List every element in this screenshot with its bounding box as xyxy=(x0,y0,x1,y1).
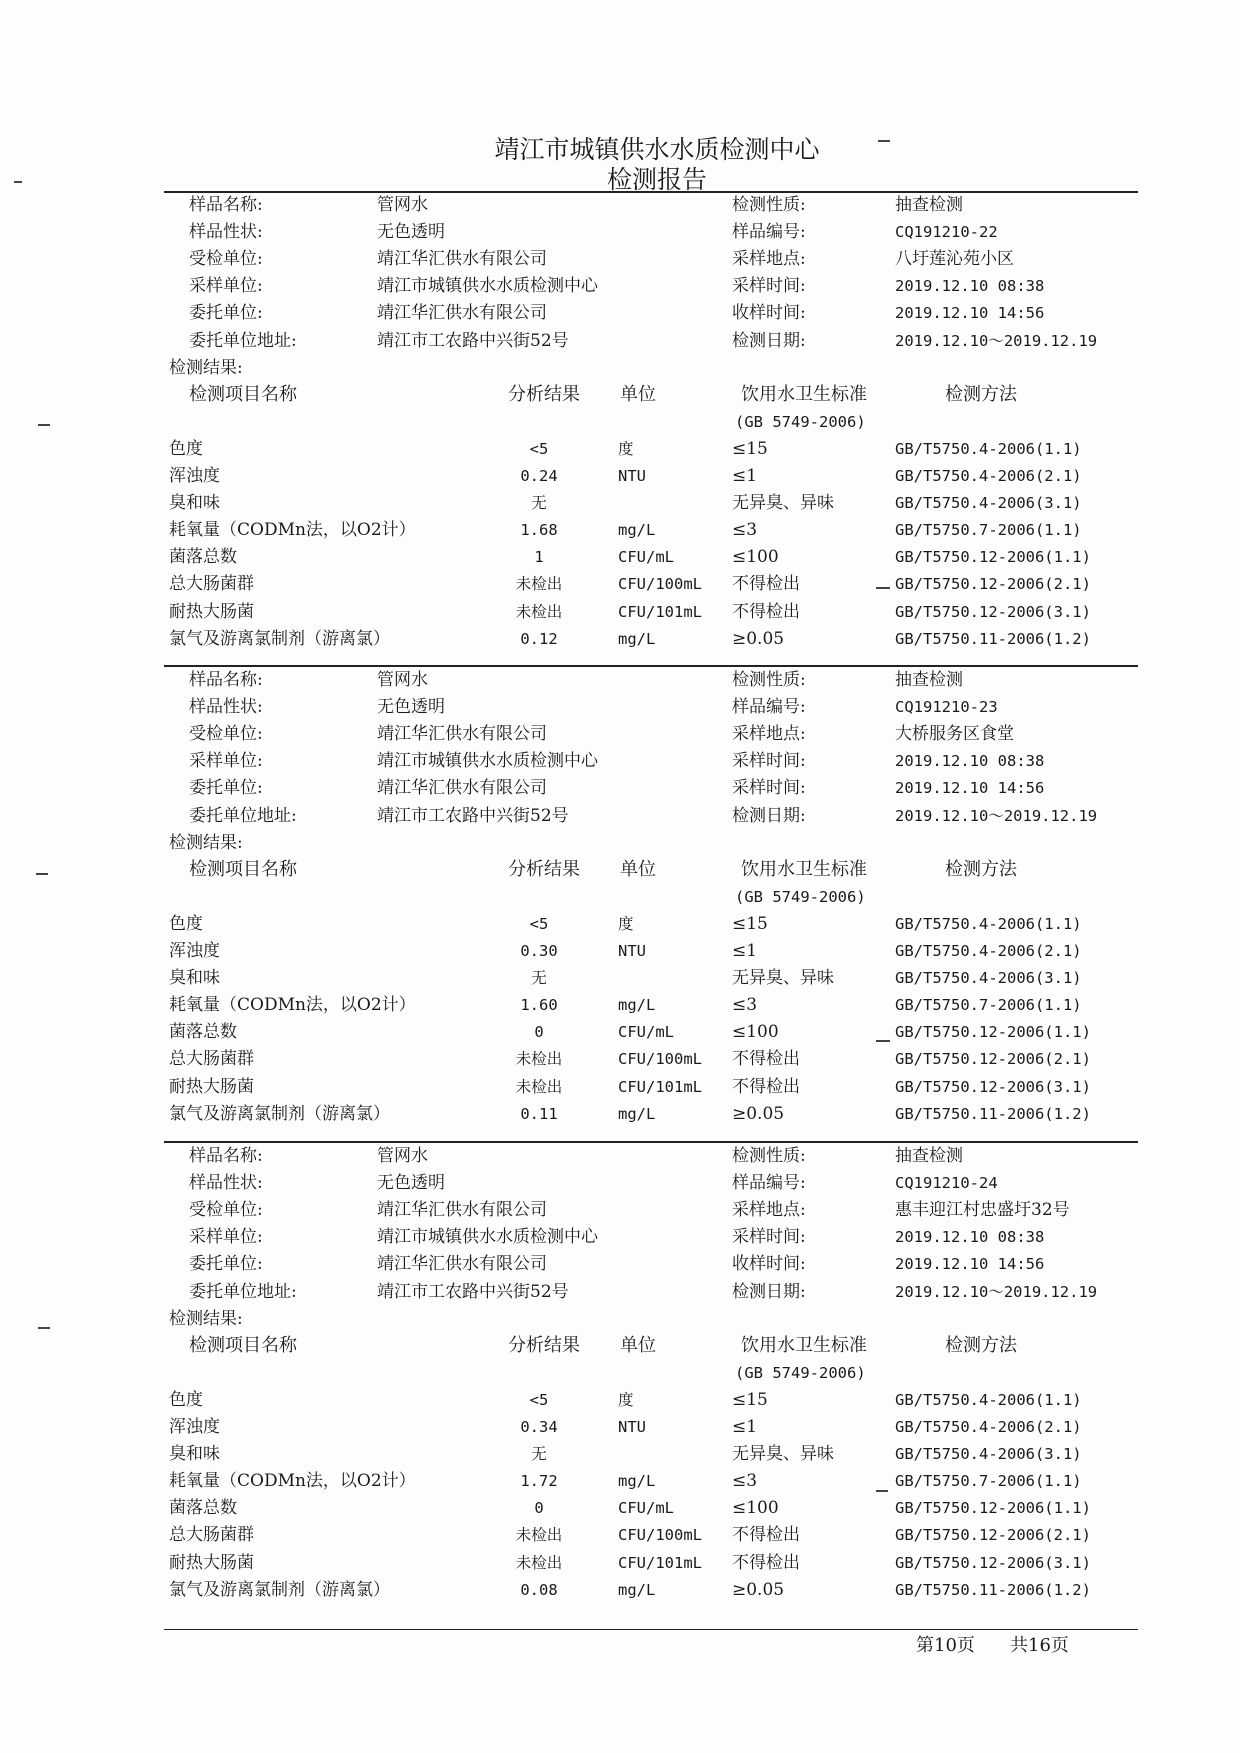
sample-no-value: CQ191210-24 xyxy=(895,1174,998,1193)
result-value: <5 xyxy=(529,914,549,933)
sample-state-value: 无色透明 xyxy=(377,697,445,718)
sample-state-label: 样品性状: xyxy=(189,222,263,243)
col-header-item: 检测项目名称 xyxy=(189,1334,297,1356)
sampling-location-label: 采样地点: xyxy=(732,249,806,270)
result-method: GB/T5750.4-2006(1.1) xyxy=(895,439,1082,458)
scan-speck xyxy=(878,140,890,142)
result-value: <5 xyxy=(529,439,549,458)
sample-name-label: 样品名称: xyxy=(189,670,263,690)
result-method: GB/T5750.12-2006(3.1) xyxy=(895,1077,1091,1096)
result-standard: ≤100 xyxy=(732,1498,779,1519)
result-unit: CFU/101mL xyxy=(618,1077,702,1096)
report-title: 检测报告 xyxy=(606,165,707,194)
result-value: 0.30 xyxy=(520,942,558,960)
result-method: GB/T5750.11-2006(1.2) xyxy=(895,1104,1091,1123)
result-unit: CFU/100mL xyxy=(618,1050,702,1069)
entrusting-address-value: 靖江市工农路中兴街52号 xyxy=(377,330,569,351)
result-standard: 不得检出 xyxy=(732,601,800,622)
result-method: GB/T5750.4-2006(1.1) xyxy=(895,914,1082,933)
result-value: 1 xyxy=(534,548,544,567)
results-heading: 检测结果: xyxy=(169,832,243,853)
receiving-time-label: 收样时间: xyxy=(732,1254,806,1275)
sampling-unit-value: 靖江市城镇供水水质检测中心 xyxy=(377,1227,598,1248)
scan-speck xyxy=(876,1490,888,1492)
sampling-location-value: 八圩莲沁苑小区 xyxy=(895,249,1014,270)
test-date-value: 2019.12.10～2019.12.19 xyxy=(895,806,1098,825)
entrusting-address-label: 委托单位地址: xyxy=(189,330,297,351)
col-header-result: 分析结果 xyxy=(508,383,580,405)
col-header-standard-ref: (GB 5749-2006) xyxy=(735,1363,866,1382)
col-header-standard: 饮用水卫生标准 xyxy=(741,858,867,880)
result-item: 氯气及游离氯制剂（游离氯） xyxy=(169,1579,390,1600)
result-standard: ≥0.05 xyxy=(732,1579,785,1600)
inspected-unit-value: 靖江华汇供水有限公司 xyxy=(377,249,547,270)
result-standard: 不得检出 xyxy=(732,1525,800,1546)
result-item: 色度 xyxy=(169,1389,203,1410)
test-nature-value: 抽查检测 xyxy=(895,195,963,215)
scan-speck xyxy=(36,873,48,875)
sampling-time-value: 2019.12.10 08:38 xyxy=(895,752,1045,771)
entrusting-unit-value: 靖江华汇供水有限公司 xyxy=(377,778,547,799)
result-item: 色度 xyxy=(169,913,203,934)
result-standard: 无异臭、异味 xyxy=(732,968,834,989)
col-header-item: 检测项目名称 xyxy=(189,858,297,880)
test-date-label: 检测日期: xyxy=(732,330,806,351)
entrusting-unit-value: 靖江华汇供水有限公司 xyxy=(377,303,547,324)
test-nature-label: 检测性质: xyxy=(732,195,806,215)
sampling-unit-label: 采样单位: xyxy=(189,1227,263,1248)
result-item: 菌落总数 xyxy=(169,1022,237,1043)
result-standard: ≤1 xyxy=(732,466,758,486)
result-item: 总大肠菌群 xyxy=(169,1525,254,1546)
sample-state-label: 样品性状: xyxy=(189,697,263,718)
result-method: GB/T5750.12-2006(2.1) xyxy=(895,1050,1091,1069)
result-unit: CFU/101mL xyxy=(618,1553,702,1572)
results-heading: 检测结果: xyxy=(169,357,243,378)
sample-name-label: 样品名称: xyxy=(189,195,263,215)
result-value: 未检出 xyxy=(515,602,563,621)
result-method: GB/T5750.7-2006(1.1) xyxy=(895,1472,1082,1491)
result-standard: ≤15 xyxy=(732,913,768,934)
result-value: 未检出 xyxy=(515,1526,563,1545)
entrusting-address-label: 委托单位地址: xyxy=(189,1281,297,1302)
result-standard: 无异臭、异味 xyxy=(732,1444,834,1465)
result-unit: mg/L xyxy=(618,1104,656,1123)
result-value: 0 xyxy=(534,1023,544,1042)
result-value: 0.34 xyxy=(520,1418,558,1436)
scan-speck xyxy=(38,424,50,426)
result-unit: mg/L xyxy=(618,996,656,1015)
sampling-location-label: 采样地点: xyxy=(732,724,806,745)
col-header-method: 检测方法 xyxy=(945,1334,1017,1356)
entrusting-unit-label: 委托单位: xyxy=(189,1254,263,1275)
result-value: 未检出 xyxy=(515,1077,563,1096)
scan-speck xyxy=(14,181,22,183)
page-number: 第10页 xyxy=(916,1635,975,1656)
col-header-method: 检测方法 xyxy=(945,383,1017,405)
test-date-label: 检测日期: xyxy=(732,805,806,826)
result-method: GB/T5750.12-2006(1.1) xyxy=(895,1023,1091,1042)
sampling-unit-value: 靖江市城镇供水水质检测中心 xyxy=(377,751,598,772)
sample-no-label: 样品编号: xyxy=(732,1173,806,1194)
sample-no-value: CQ191210-22 xyxy=(895,223,998,242)
test-nature-value: 抽查检测 xyxy=(895,670,963,690)
result-method: GB/T5750.11-2006(1.2) xyxy=(895,629,1091,648)
result-standard: 无异臭、异味 xyxy=(732,493,834,514)
test-nature-label: 检测性质: xyxy=(732,1146,806,1166)
sampling-time-label: 采样时间: xyxy=(732,276,806,297)
col-header-result: 分析结果 xyxy=(508,858,580,880)
result-value: 1.72 xyxy=(520,1472,558,1491)
result-item: 臭和味 xyxy=(169,493,220,514)
sample-no-label: 样品编号: xyxy=(732,697,806,718)
result-item: 氯气及游离氯制剂（游离氯） xyxy=(169,1103,390,1124)
sample-name-value: 管网水 xyxy=(377,1146,428,1166)
receiving-time-value: 2019.12.10 14:56 xyxy=(895,1255,1045,1274)
inspected-unit-label: 受检单位: xyxy=(189,724,263,745)
result-item: 臭和味 xyxy=(169,1444,220,1465)
result-unit: CFU/mL xyxy=(618,548,674,567)
result-item: 菌落总数 xyxy=(169,1498,237,1519)
col-header-standard-ref: (GB 5749-2006) xyxy=(735,887,866,906)
result-method: GB/T5750.7-2006(1.1) xyxy=(895,521,1082,540)
result-standard: ≥0.05 xyxy=(732,1103,785,1124)
result-value: <5 xyxy=(529,1390,549,1409)
result-item: 氯气及游离氯制剂（游离氯） xyxy=(169,628,390,649)
result-value: 0.11 xyxy=(520,1104,558,1123)
col-header-result: 分析结果 xyxy=(508,1334,580,1356)
result-item: 色度 xyxy=(169,438,203,459)
result-item: 臭和味 xyxy=(169,968,220,989)
result-item: 浑浊度 xyxy=(169,1417,220,1437)
result-value: 无 xyxy=(531,494,547,513)
col-header-method: 检测方法 xyxy=(945,858,1017,880)
result-method: GB/T5750.4-2006(3.1) xyxy=(895,494,1082,513)
result-standard: 不得检出 xyxy=(732,1076,800,1097)
result-unit: CFU/mL xyxy=(618,1023,674,1042)
result-value: 0.12 xyxy=(520,629,558,648)
sampling-time-value: 2019.12.10 08:38 xyxy=(895,1228,1045,1247)
block-separator-rule xyxy=(164,1141,1138,1143)
result-standard: ≤1 xyxy=(732,1417,758,1437)
receiving-time-value: 2019.12.10 14:56 xyxy=(895,779,1045,798)
result-item: 耗氧量（CODMn法，以O2计） xyxy=(169,520,416,541)
sampling-unit-value: 靖江市城镇供水水质检测中心 xyxy=(377,276,598,297)
result-standard: 不得检出 xyxy=(732,574,800,595)
col-header-standard: 饮用水卫生标准 xyxy=(741,383,867,405)
result-standard: 不得检出 xyxy=(732,1552,800,1573)
test-nature-value: 抽查检测 xyxy=(895,1146,963,1166)
results-heading: 检测结果: xyxy=(169,1308,243,1329)
result-unit: NTU xyxy=(618,1418,646,1436)
result-item: 耐热大肠菌 xyxy=(169,601,254,622)
result-unit: mg/L xyxy=(618,629,656,648)
sample-name-value: 管网水 xyxy=(377,670,428,690)
result-unit: CFU/100mL xyxy=(618,1526,702,1545)
sampling-unit-label: 采样单位: xyxy=(189,751,263,772)
result-method: GB/T5750.12-2006(3.1) xyxy=(895,1553,1091,1572)
result-value: 1.68 xyxy=(520,521,558,540)
scan-speck xyxy=(876,587,890,589)
result-standard: ≤100 xyxy=(732,1022,779,1043)
result-unit: mg/L xyxy=(618,1472,656,1491)
organization-title: 靖江市城镇供水水质检测中心 xyxy=(494,135,820,164)
result-item: 菌落总数 xyxy=(169,547,237,568)
scan-speck xyxy=(38,1327,50,1329)
receiving-time-label: 收样时间: xyxy=(732,303,806,324)
bottom-rule xyxy=(164,1629,1138,1630)
result-item: 耐热大肠菌 xyxy=(169,1552,254,1573)
inspected-unit-value: 靖江华汇供水有限公司 xyxy=(377,724,547,745)
col-header-standard-ref: (GB 5749-2006) xyxy=(735,412,866,431)
result-value: 1.60 xyxy=(520,996,558,1015)
sample-state-label: 样品性状: xyxy=(189,1173,263,1194)
result-value: 0.24 xyxy=(520,467,558,485)
page-total: 共16页 xyxy=(1010,1635,1069,1656)
inspected-unit-value: 靖江华汇供水有限公司 xyxy=(377,1200,547,1221)
inspected-unit-label: 受检单位: xyxy=(189,249,263,270)
result-value: 未检出 xyxy=(515,1553,563,1572)
entrusting-address-label: 委托单位地址: xyxy=(189,805,297,826)
result-value: 未检出 xyxy=(515,575,563,594)
result-standard: ≤3 xyxy=(732,1471,758,1492)
result-item: 总大肠菌群 xyxy=(169,1049,254,1070)
sampling-location-value: 大桥服务区食堂 xyxy=(895,724,1014,745)
sample-state-value: 无色透明 xyxy=(377,222,445,243)
sampling-unit-label: 采样单位: xyxy=(189,276,263,297)
sampling-location-value: 惠丰迎江村忠盛圩32号 xyxy=(895,1200,1070,1221)
result-method: GB/T5750.12-2006(2.1) xyxy=(895,1526,1091,1545)
result-item: 浑浊度 xyxy=(169,941,220,961)
sampling-time-label: 采样时间: xyxy=(732,751,806,772)
test-date-value: 2019.12.10～2019.12.19 xyxy=(895,1282,1098,1301)
result-standard: ≤15 xyxy=(732,1389,768,1410)
result-method: GB/T5750.4-2006(3.1) xyxy=(895,1445,1082,1464)
sampling-time-value: 2019.12.10 08:38 xyxy=(895,277,1045,296)
entrusting-address-value: 靖江市工农路中兴街52号 xyxy=(377,1281,569,1302)
scan-speck xyxy=(876,1040,890,1042)
result-unit: mg/L xyxy=(618,521,656,540)
test-nature-label: 检测性质: xyxy=(732,670,806,690)
sample-no-value: CQ191210-23 xyxy=(895,698,998,717)
result-method: GB/T5750.12-2006(1.1) xyxy=(895,548,1091,567)
result-method: GB/T5750.4-2006(3.1) xyxy=(895,969,1082,988)
sampling-location-label: 采样地点: xyxy=(732,1200,806,1221)
col-header-unit: 单位 xyxy=(620,858,656,880)
entrusting-unit-label: 委托单位: xyxy=(189,778,263,799)
result-unit: 度 xyxy=(618,439,634,458)
result-method: GB/T5750.4-2006(2.1) xyxy=(895,942,1082,960)
result-unit: NTU xyxy=(618,467,646,485)
result-standard: ≥0.05 xyxy=(732,628,785,649)
result-method: GB/T5750.4-2006(2.1) xyxy=(895,467,1082,485)
inspected-unit-label: 受检单位: xyxy=(189,1200,263,1221)
result-standard: ≤3 xyxy=(732,995,758,1016)
result-standard: ≤1 xyxy=(732,941,758,961)
result-unit: 度 xyxy=(618,1390,634,1409)
result-item: 耗氧量（CODMn法，以O2计） xyxy=(169,1471,416,1492)
result-method: GB/T5750.11-2006(1.2) xyxy=(895,1580,1091,1599)
block-separator-rule xyxy=(164,665,1138,667)
result-standard: ≤100 xyxy=(732,547,779,568)
result-method: GB/T5750.7-2006(1.1) xyxy=(895,996,1082,1015)
col-header-item: 检测项目名称 xyxy=(189,383,297,405)
result-unit: CFU/101mL xyxy=(618,602,702,621)
sampling-time-label: 采样时间: xyxy=(732,1227,806,1248)
result-method: GB/T5750.12-2006(1.1) xyxy=(895,1499,1091,1518)
result-item: 总大肠菌群 xyxy=(169,574,254,595)
col-header-unit: 单位 xyxy=(620,1334,656,1356)
receiving-time-value: 2019.12.10 14:56 xyxy=(895,304,1045,323)
receiving-time-label: 采样时间: xyxy=(732,778,806,799)
result-value: 无 xyxy=(531,969,547,988)
col-header-unit: 单位 xyxy=(620,383,656,405)
result-unit: CFU/100mL xyxy=(618,575,702,594)
result-standard: ≤15 xyxy=(732,438,768,459)
result-unit: NTU xyxy=(618,942,646,960)
top-rule xyxy=(164,191,1138,193)
result-method: GB/T5750.12-2006(3.1) xyxy=(895,602,1091,621)
sample-no-label: 样品编号: xyxy=(732,222,806,243)
result-standard: 不得检出 xyxy=(732,1049,800,1070)
test-date-label: 检测日期: xyxy=(732,1281,806,1302)
result-unit: CFU/mL xyxy=(618,1499,674,1518)
result-value: 未检出 xyxy=(515,1050,563,1069)
result-value: 0 xyxy=(534,1499,544,1518)
result-value: 0.08 xyxy=(520,1580,558,1599)
sample-name-value: 管网水 xyxy=(377,195,428,215)
result-value: 无 xyxy=(531,1445,547,1464)
sample-state-value: 无色透明 xyxy=(377,1173,445,1194)
result-item: 耗氧量（CODMn法，以O2计） xyxy=(169,995,416,1016)
entrusting-unit-value: 靖江华汇供水有限公司 xyxy=(377,1254,547,1275)
result-method: GB/T5750.4-2006(1.1) xyxy=(895,1390,1082,1409)
result-unit: 度 xyxy=(618,914,634,933)
test-date-value: 2019.12.10～2019.12.19 xyxy=(895,331,1098,350)
result-unit: mg/L xyxy=(618,1580,656,1599)
result-method: GB/T5750.12-2006(2.1) xyxy=(895,575,1091,594)
result-item: 浑浊度 xyxy=(169,466,220,486)
sample-name-label: 样品名称: xyxy=(189,1146,263,1166)
entrusting-address-value: 靖江市工农路中兴街52号 xyxy=(377,805,569,826)
result-standard: ≤3 xyxy=(732,520,758,541)
result-item: 耐热大肠菌 xyxy=(169,1076,254,1097)
result-method: GB/T5750.4-2006(2.1) xyxy=(895,1418,1082,1436)
entrusting-unit-label: 委托单位: xyxy=(189,303,263,324)
col-header-standard: 饮用水卫生标准 xyxy=(741,1334,867,1356)
